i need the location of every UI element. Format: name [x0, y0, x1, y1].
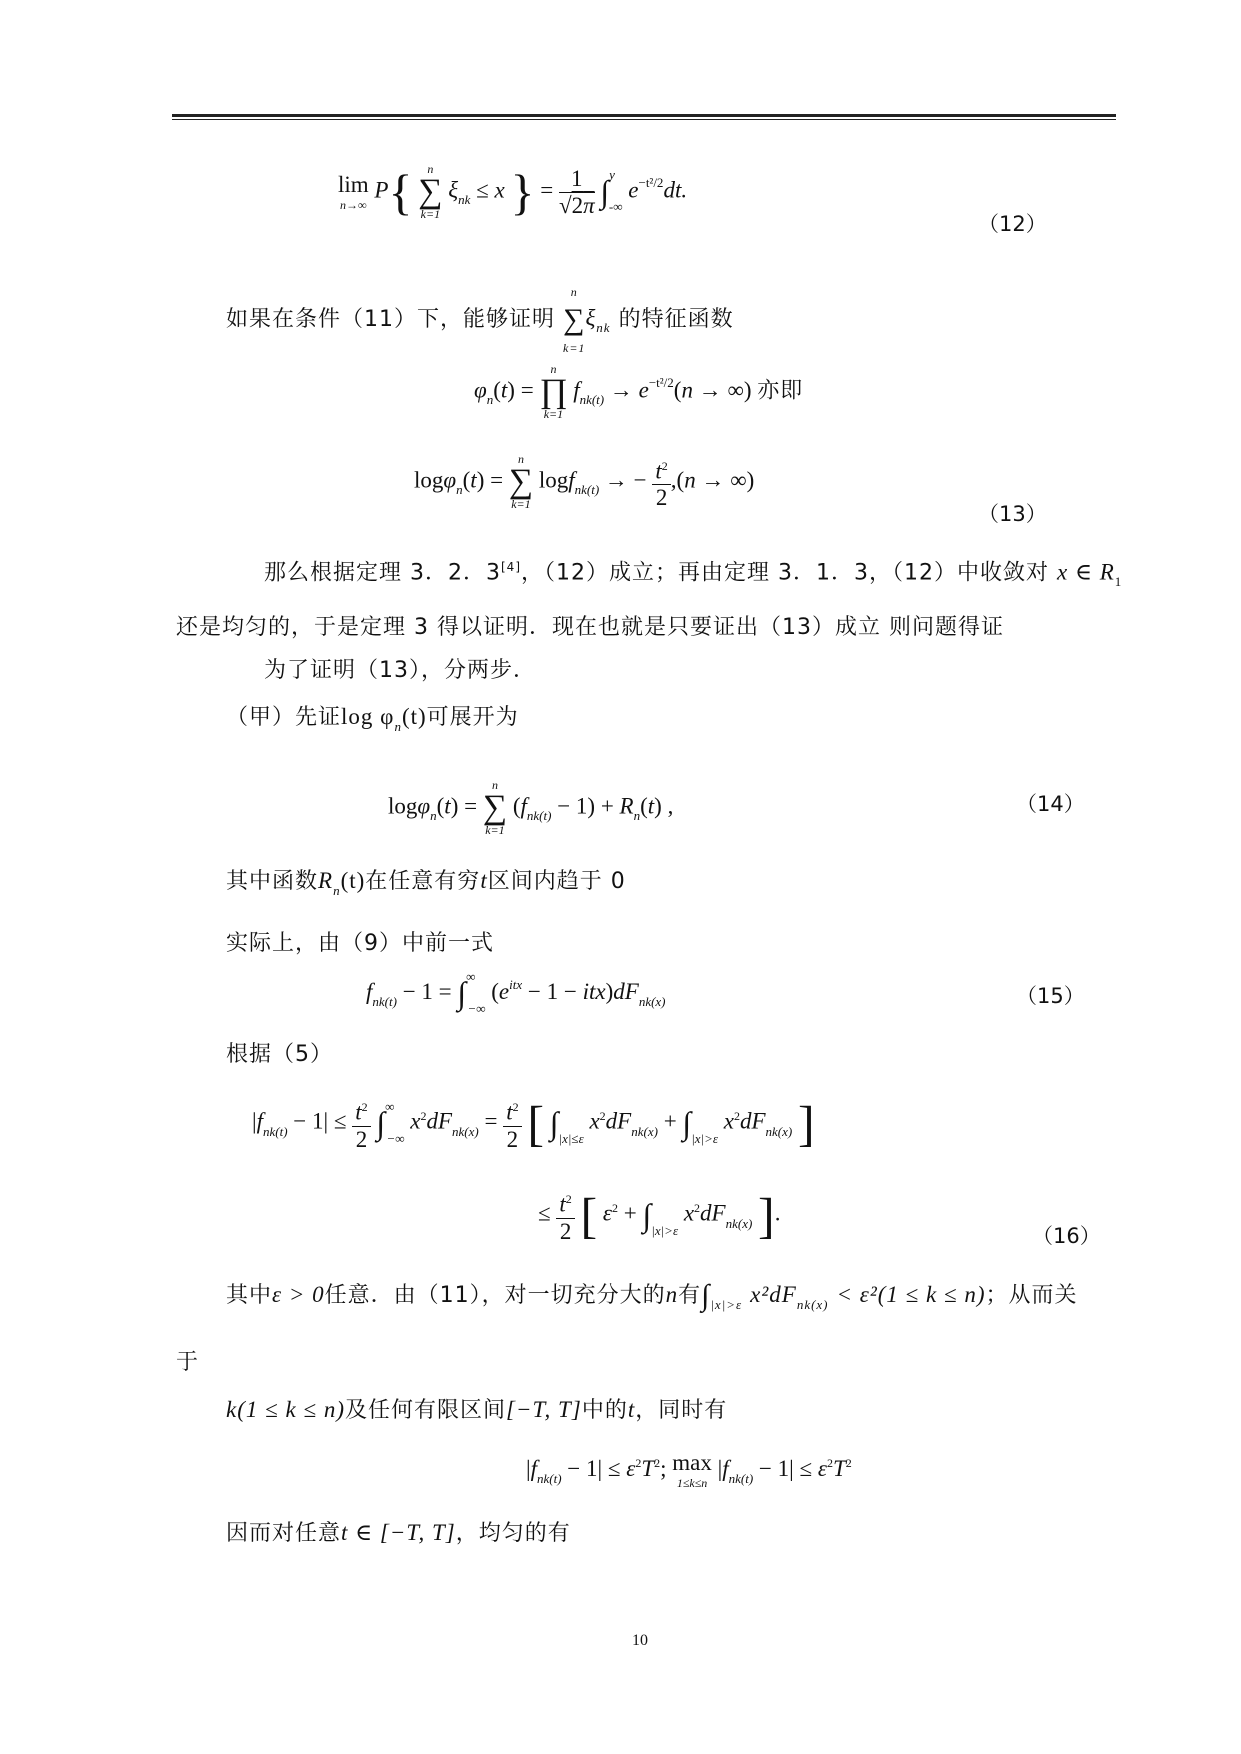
paragraph-8: 根据（5） [226, 1042, 333, 1067]
x-in-R-sub: 1 [1114, 574, 1123, 590]
paragraph-11-text-b: 及任何有限区间 [344, 1398, 506, 1423]
R-n-arg: (t) [340, 868, 366, 893]
equation-phi-trail: 亦即 [757, 378, 804, 404]
log-phi-arg: (t) [401, 704, 427, 729]
equation-12: lim n→∞ P{ n ∑ k=1 $\xi_{nk} \le x$ } = $\frac{1}{√2\pi}$ ∫$^y_{-\infty}$ $e^{-t^2/2}dt$. [338, 162, 688, 221]
citation-4: [4] [501, 560, 521, 574]
t-var-2: t [627, 1397, 636, 1422]
k-range: k(1 ≤ k ≤ n) [226, 1397, 345, 1422]
paragraph-11 [226, 1395, 727, 1426]
paragraph-3: 还是均匀的，于是定理 3 得以证明．现在也就是只要证出（13）成立 则问题得证 [176, 615, 1004, 640]
t-var: t [480, 868, 488, 893]
paragraph-11-text-f: ，同时有 [635, 1398, 728, 1423]
x-in-R: x ∈ R [1056, 559, 1115, 585]
paragraph-5: （甲）先证$\log \varphi_n(t)$可展开为 [226, 704, 519, 734]
header-rule-thick [172, 114, 1116, 117]
equation-16-number: （16） [1032, 1224, 1101, 1248]
equation-15: $f_{nk(t)} - 1 = \int^\infty_{-\infty}$ $(e^{itx} - 1 - itx)dF_{nk(x)}$ [366, 968, 666, 1016]
epsilon-positive: ε > 0 [272, 1282, 325, 1307]
R-n: R [318, 868, 334, 893]
equation-17: $|f_{nk(t)} - 1| \le \varepsilon^2T^2$; max 1≤k≤n $|f_{nk(t)} - 1| \le \varepsilon^2T^2$ [526, 1450, 852, 1490]
page-number: 10 [632, 1632, 648, 1649]
equation-13: logφ$_n$(t) = n ∑ k=1 logf$_{nk(t)}$ → − $\frac{t^2}{2}$ ,(n → ∞) [414, 452, 755, 511]
equation-16-line-1: $|f_{nk(t)} - 1|$ ≤ $\frac{t^2}{2}$ $\int^\infty_{-\infty}$ $x^2dF_{nk(x)}$ = $\frac{t^2}{2}$ [ $\int_{|x|\le\varepsilon}$ $x^2dF_{nk(x)} + \int_{|x|>\varepsilon}$ $x^2dF_{nk(x)}$ ] [252, 1095, 815, 1152]
paragraph-6-text-a: 其中函数 [226, 869, 319, 894]
equation-phi: $\varphi_n(t)$ = n ∏ k=1 $f_{nk(t)} \to e^{-t^2/2}(n$ → ∞) 亦即 [474, 362, 804, 421]
equation-14-number: （14） [1016, 792, 1085, 816]
equation-15-number: （15） [1016, 984, 1085, 1008]
paragraph-9-text-c: 任意．由（11），对一切充分大的 [324, 1283, 666, 1308]
paragraph-2-text-a: 那么根据定理 3．2．3 [264, 560, 501, 586]
integral-sign: ∫ [701, 1279, 711, 1312]
epsilon-bound: < ε²(1 ≤ k ≤ n) [836, 1282, 986, 1307]
paragraph-12-text-c: ，均匀的有 [455, 1521, 571, 1546]
equation-12-number: （12） [978, 212, 1047, 236]
paragraph-1-text-b: 的特征函数 [618, 307, 734, 332]
t-in-interval: t ∈ [−T, T] [341, 1520, 456, 1545]
paragraph-6-text-f: 区间内趋于 0 [487, 869, 626, 894]
paragraph-7: 实际上，由（9）中前一式 [226, 931, 494, 956]
paragraph-11-text-d: 中的 [581, 1398, 628, 1423]
paragraph-4: 为了证明（13），分两步． [264, 658, 536, 683]
sum-xi-inline: n ∑ k=1 $\xi_{nk}$ [563, 285, 611, 355]
paragraph-2-text-b: ，（12）成立；再由定理 3．1．3，（12）中收敛对 [521, 560, 1049, 586]
paragraph-10: 于 [176, 1350, 200, 1375]
paragraph-6: 其中函数$R_n(t)$在任意有穷t区间内趋于 0 [226, 868, 626, 898]
equation-16-line-2: ≤ $\frac{t^2}{2}$ [ $\varepsilon^2 + \int_{|x|>\varepsilon}$ $x^2dF_{nk(x)}$ ]. [538, 1187, 781, 1244]
paragraph-12-text-a: 因而对任意 [226, 1521, 342, 1546]
equation-14: logφ$_n$(t) = n ∑ k=1 $(f_{nk(t)} - 1) + R_n(t)$ , [388, 778, 674, 837]
paragraph-5-text-d: 可展开为 [426, 705, 519, 730]
interval-T: [−T, T] [506, 1397, 582, 1422]
paragraph-5-text-a: （甲）先证 [226, 705, 342, 730]
paragraph-12 [226, 1518, 571, 1549]
log-phi: log φ [341, 704, 395, 729]
paragraph-9-text-i: ；从而关 [985, 1283, 1078, 1308]
n-var: n [665, 1282, 679, 1307]
paragraph-6-text-d: 在任意有穷 [365, 869, 481, 894]
paragraph-9: 其中ε > 0任意．由（11），对一切充分大的n有$\int_{|x|>\varepsilon}$ $x^2dF_{nk(x)} < \varepsilon^2(1 \le k \le n)$；从而关 [226, 1279, 1078, 1312]
paragraph-9-text-a: 其中 [226, 1283, 273, 1308]
equation-13-number: （13） [978, 502, 1047, 526]
paragraph-1 [226, 277, 734, 363]
header-rule-thin [172, 119, 1116, 120]
x2dF: x²dF [750, 1282, 797, 1307]
paragraph-1-text: 如果在条件（11）下，能够证明 [226, 307, 555, 332]
paragraph-9-text-e: 有 [678, 1283, 702, 1308]
paragraph-2 [264, 552, 1122, 590]
